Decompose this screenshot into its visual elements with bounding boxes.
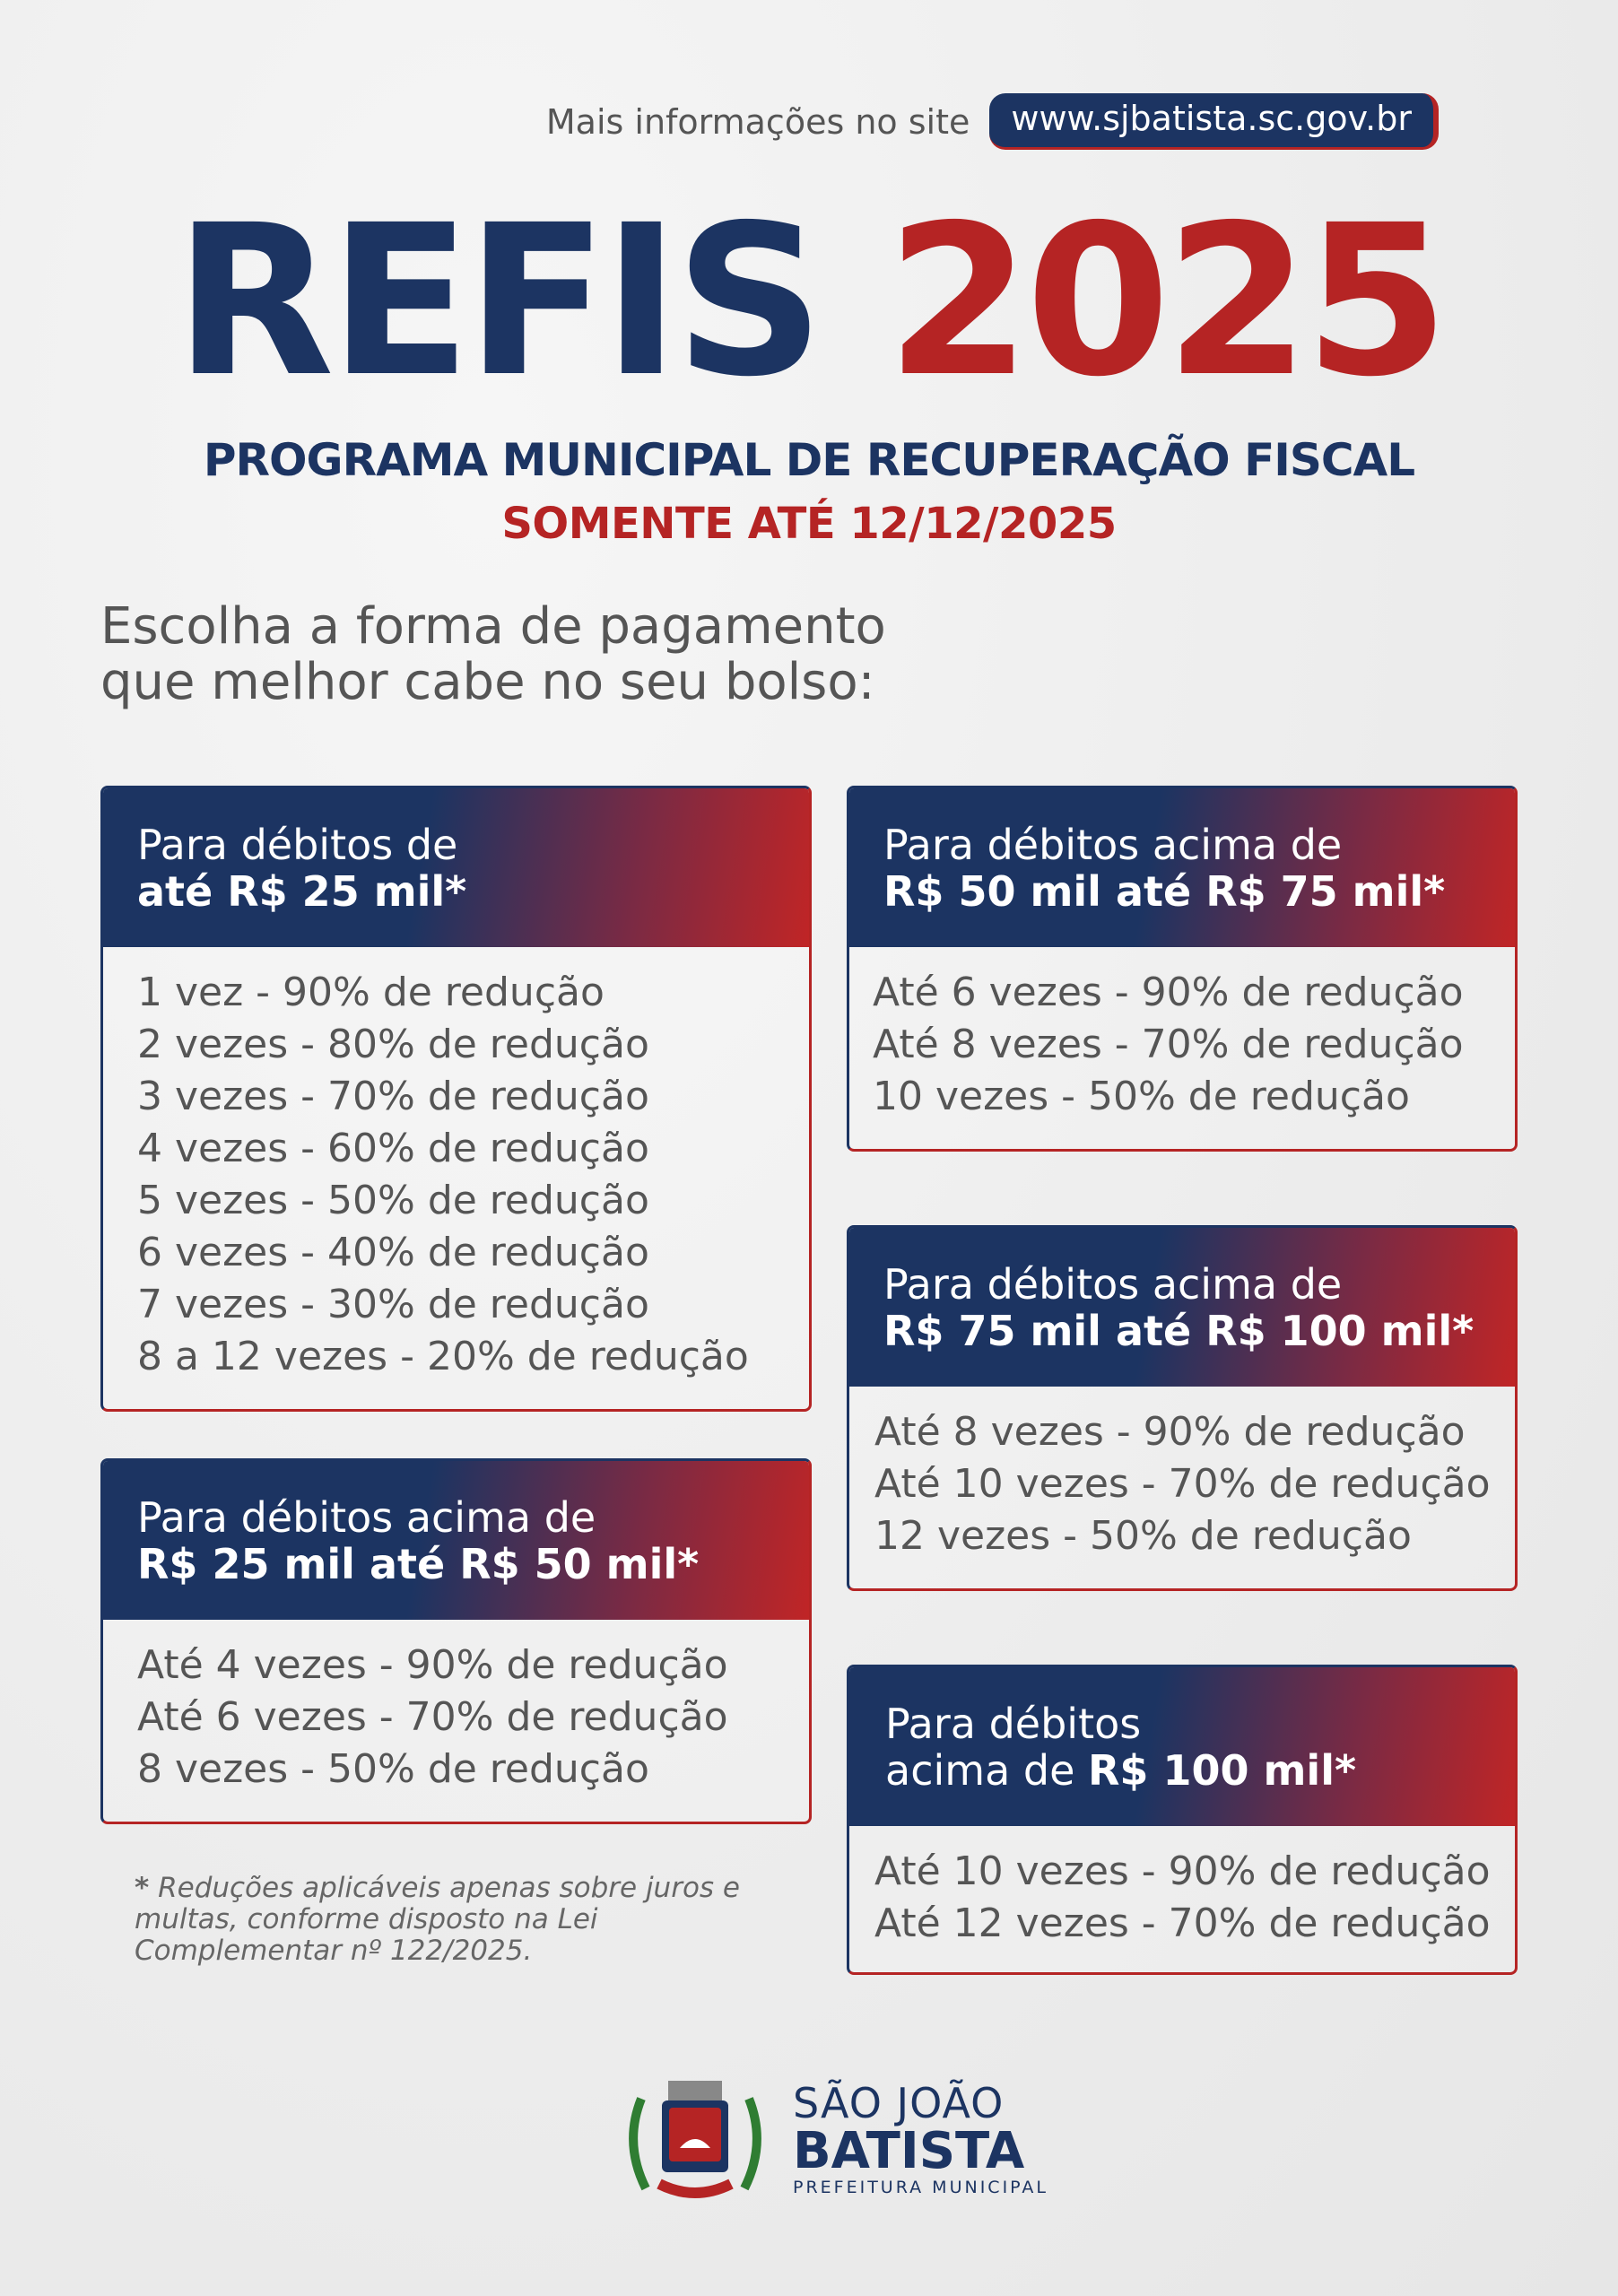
list-item: 3 vezes - 70% de redução	[137, 1074, 649, 1119]
card-body	[103, 947, 809, 1383]
list-item: 4 vezes - 60% de redução	[137, 1126, 649, 1171]
card-header-line-2: R$ 75 mil até R$ 100 mil*	[883, 1306, 1474, 1355]
logo-line-1: SÃO JOÃO	[793, 2079, 1005, 2127]
card-body	[849, 1387, 1515, 1562]
footnote-text: Reduções aplicáveis apenas sobre juros e multas, conforme disposto na Lei Complementar nº 122/2025.	[135, 1872, 740, 1967]
list-item: Até 6 vezes - 70% de redução	[137, 1694, 728, 1740]
list-item: 7 vezes - 30% de redução	[137, 1282, 649, 1327]
logo-text	[793, 2081, 1048, 2197]
title-year: 2025	[886, 180, 1444, 422]
list-item: Até 6 vezes - 90% de redução	[873, 970, 1464, 1015]
footnote	[135, 1873, 780, 1967]
list-item: Até 10 vezes - 70% de redução	[874, 1461, 1491, 1507]
list-item: Até 10 vezes - 90% de redução	[874, 1848, 1491, 1894]
card-header-line-2: R$ 50 mil até R$ 75 mil*	[883, 866, 1446, 916]
program-subtitle: PROGRAMA MUNICIPAL DE RECUPERAÇÃO FISCAL	[203, 434, 1415, 486]
list-item: 10 vezes - 50% de redução	[873, 1074, 1410, 1119]
list-item: Até 4 vezes - 90% de redução	[137, 1642, 728, 1688]
card-up-to-25k	[100, 786, 812, 1412]
list-item: Até 12 vezes - 70% de redução	[874, 1900, 1491, 1946]
page-title	[0, 180, 1618, 422]
city-seal-icon	[619, 2072, 771, 2206]
card-header-line-1: Para débitos de	[137, 820, 458, 869]
list-item: Até 8 vezes - 90% de redução	[874, 1409, 1466, 1455]
card-header-line-1: Para débitos acima de	[883, 820, 1343, 869]
card-body	[103, 1620, 809, 1796]
intro-line-1: Escolha a forma de pagamento	[100, 597, 886, 656]
card-header-line-1: Para débitos	[885, 1699, 1142, 1748]
card-header	[849, 1667, 1515, 1826]
card-body	[849, 1826, 1515, 1950]
card-header	[103, 788, 809, 947]
card-header	[849, 1228, 1515, 1387]
list-item: 5 vezes - 50% de redução	[137, 1178, 649, 1223]
site-url-link[interactable]: www.sjbatista.sc.gov.br	[989, 93, 1439, 150]
card-header-prefix: acima de	[885, 1745, 1089, 1795]
intro-line-2: que melhor cabe no seu bolso:	[100, 653, 875, 711]
card-header-line-1: Para débitos acima de	[137, 1492, 596, 1542]
card-above-100k	[847, 1665, 1518, 1975]
card-header	[103, 1461, 809, 1620]
card-header-line-2: R$ 25 mil até R$ 50 mil*	[137, 1539, 700, 1588]
list-item: Até 8 vezes - 70% de redução	[873, 1022, 1464, 1067]
card-header-line-2: até R$ 25 mil*	[137, 866, 467, 916]
card-header-amount: R$ 100 mil*	[1088, 1745, 1357, 1795]
title-refis: REFIS	[174, 180, 820, 422]
card-75k-to-100k	[847, 1225, 1518, 1591]
logo-line-3: PREFEITURA MUNICIPAL	[793, 2178, 1048, 2197]
municipality-logo	[619, 2072, 1048, 2206]
card-50k-to-75k	[847, 786, 1518, 1152]
deadline-text: SOMENTE ATÉ 12/12/2025	[501, 499, 1117, 549]
list-item: 12 vezes - 50% de redução	[874, 1513, 1412, 1559]
info-label: Mais informações no site	[545, 101, 970, 142]
footnote-star: *	[135, 1872, 150, 1904]
list-item: 1 vez - 90% de redução	[137, 970, 605, 1015]
list-item: 6 vezes - 40% de redução	[137, 1230, 649, 1275]
card-header-line-1: Para débitos acima de	[883, 1259, 1343, 1309]
list-item: 8 a 12 vezes - 20% de redução	[137, 1334, 749, 1379]
list-item: 2 vezes - 80% de redução	[137, 1022, 649, 1067]
list-item: 8 vezes - 50% de redução	[137, 1746, 649, 1792]
site-info	[546, 93, 1439, 150]
card-header	[849, 788, 1515, 947]
card-25k-to-50k	[100, 1458, 812, 1824]
card-header-line-2	[885, 1747, 1515, 1794]
intro-text	[100, 599, 1087, 710]
card-body	[849, 947, 1515, 1123]
logo-line-2: BATISTA	[793, 2122, 1025, 2180]
